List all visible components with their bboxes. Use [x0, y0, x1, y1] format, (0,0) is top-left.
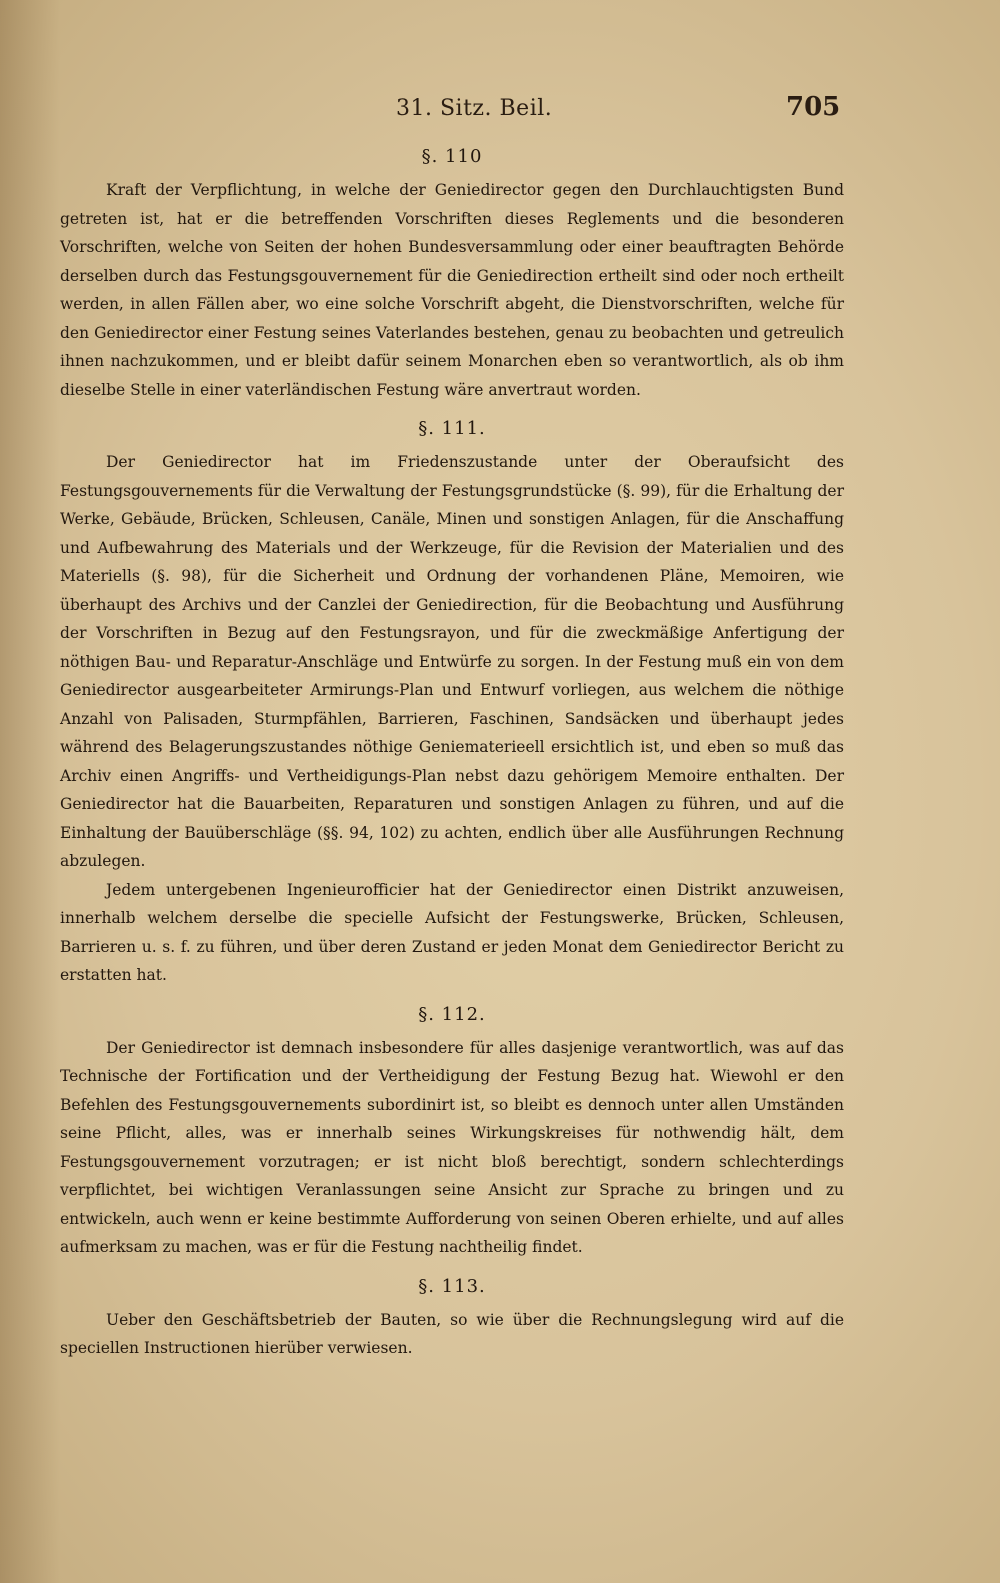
section-111 — [60, 414, 844, 990]
paragraph: Ueber den Geschäftsbetrieb der Bauten, so wie über die Rechnungslegung wird auf die speciellen Instructionen hierüber verwiesen. — [60, 1310, 844, 1357]
section-113 — [60, 1272, 844, 1363]
paragraph: Jedem untergebenen Ingenieurofficier hat der Geniedirector einen Distrikt anzuweisen, innerhalb welchem derselbe die specielle Aufsicht der Festungswerke, Brücken, Schleusen, Barrieren u. s. f. zu führen, und über deren Zustand er jeden Monat dem Geniedirector Bericht zu erstatten hat. — [60, 880, 844, 984]
page-header — [0, 92, 1000, 132]
section-110 — [60, 142, 844, 404]
section-heading: §. 111. — [418, 418, 486, 439]
paragraph: Kraft der Verpflichtung, in welche der Geniedirector gegen den Durchlauchtigsten Bund getreten ist, hat er die betreffenden Vorschriften dieses Reglements und die besonderen Vorschriften, welche von Seiten der hohen Bundesversammlung oder einer beauftragten Behörde derselben durch das Festungsgouvernement für die Geniedirection ertheilt sind oder noch ertheilt werden, in allen Fällen aber, wo eine solche Vorschrift abgeht, die Dienstvorschriften, welche für den Geniedirector einer Festung seines Vaterlandes bestehen, genau zu beobachten und getreulich ihnen nachzukommen, und er bleibt dafür seinem Monarchen eben so verantwortlich, als ob ihm dieselbe Stelle in einer vaterländischen Festung wäre anvertraut worden. — [60, 181, 844, 399]
paragraph: Der Geniedirector ist demnach insbesondere für alles dasjenige verantwortlich, was auf das Technische der Fortification und der Vertheidigung der Festung Bezug hat. Wiewohl er den Befehlen des Festungsgouvernements subordinirt ist, so bleibt es dennoch unter allen Umständen seine Pflicht, alles, was er innerhalb seines Wirkungskreises für nothwendig hält, dem Festungsgouvernement vorzutragen; er ist nicht bloß berechtigt, sondern schlechterdings verpflichtet, bei wichtigen Veranlassungen seine Ansicht zur Sprache zu bringen und zu entwickeln, auch wenn er keine bestimmte Aufforderung von seinen Oberen erhielte, und auf alles aufmerksam zu machen, was er für die Festung nachtheilig findet. — [60, 1038, 844, 1256]
page-edge-shadow — [0, 0, 60, 1583]
running-title: 31. Sitz. Beil. — [396, 96, 553, 121]
page-number: 705 — [786, 92, 841, 122]
page-body — [60, 140, 844, 1363]
paragraph: Der Geniedirector hat im Friedenszustande unter der Oberaufsicht des Festungsgouvernements für die Verwaltung der Festungsgrundstücke (§. 99), für die Erhaltung der Werke, Gebäude, Brücken, Schleusen, Canäle, Minen und sonstigen Anlagen, für die Anschaffung und Aufbewahrung des Materials und der Werkzeuge, für die Revision der Materialien und des Materiells (§. 98), für die Sicherheit und Ordnung der vorhandenen Pläne, Memoiren, wie überhaupt des Archivs und der Canzlei der Geniedirection, für die Beobachtung und Ausführung der Vorschriften in Bezug auf den Festungsrayon, und für die zweckmäßige Anfertigung der nöthigen Bau- und Reparatur-Anschläge und Entwürfe zu sorgen. In der Festung muß ein von dem Geniedirector ausgearbeiteter Armirungs-Plan und Entwurf vorliegen, aus welchem die nöthige Anzahl von Palisaden, Sturmpfählen, Barrieren, Faschinen, Sandsäcken und überhaupt jedes während des Belagerungszustandes nöthige Geniematerieell ersichtlich ist, und eben so muß das Archiv einen Angriffs- und Vertheidigungs-Plan nebst dazu gehörigem Memoire enthalten. Der Geniedirector hat die Bauarbeiten, Reparaturen und sonstigen Anlagen zu führen, und auf die Einhaltung der Bauüberschläge (§§. 94, 102) zu achten, endlich über alle Ausführungen Rechnung abzulegen. — [60, 453, 844, 870]
section-heading: §. 113. — [418, 1275, 486, 1297]
section-heading: §. 110 — [421, 146, 483, 167]
section-heading: §. 112. — [418, 1003, 486, 1025]
section-112 — [60, 1000, 844, 1262]
